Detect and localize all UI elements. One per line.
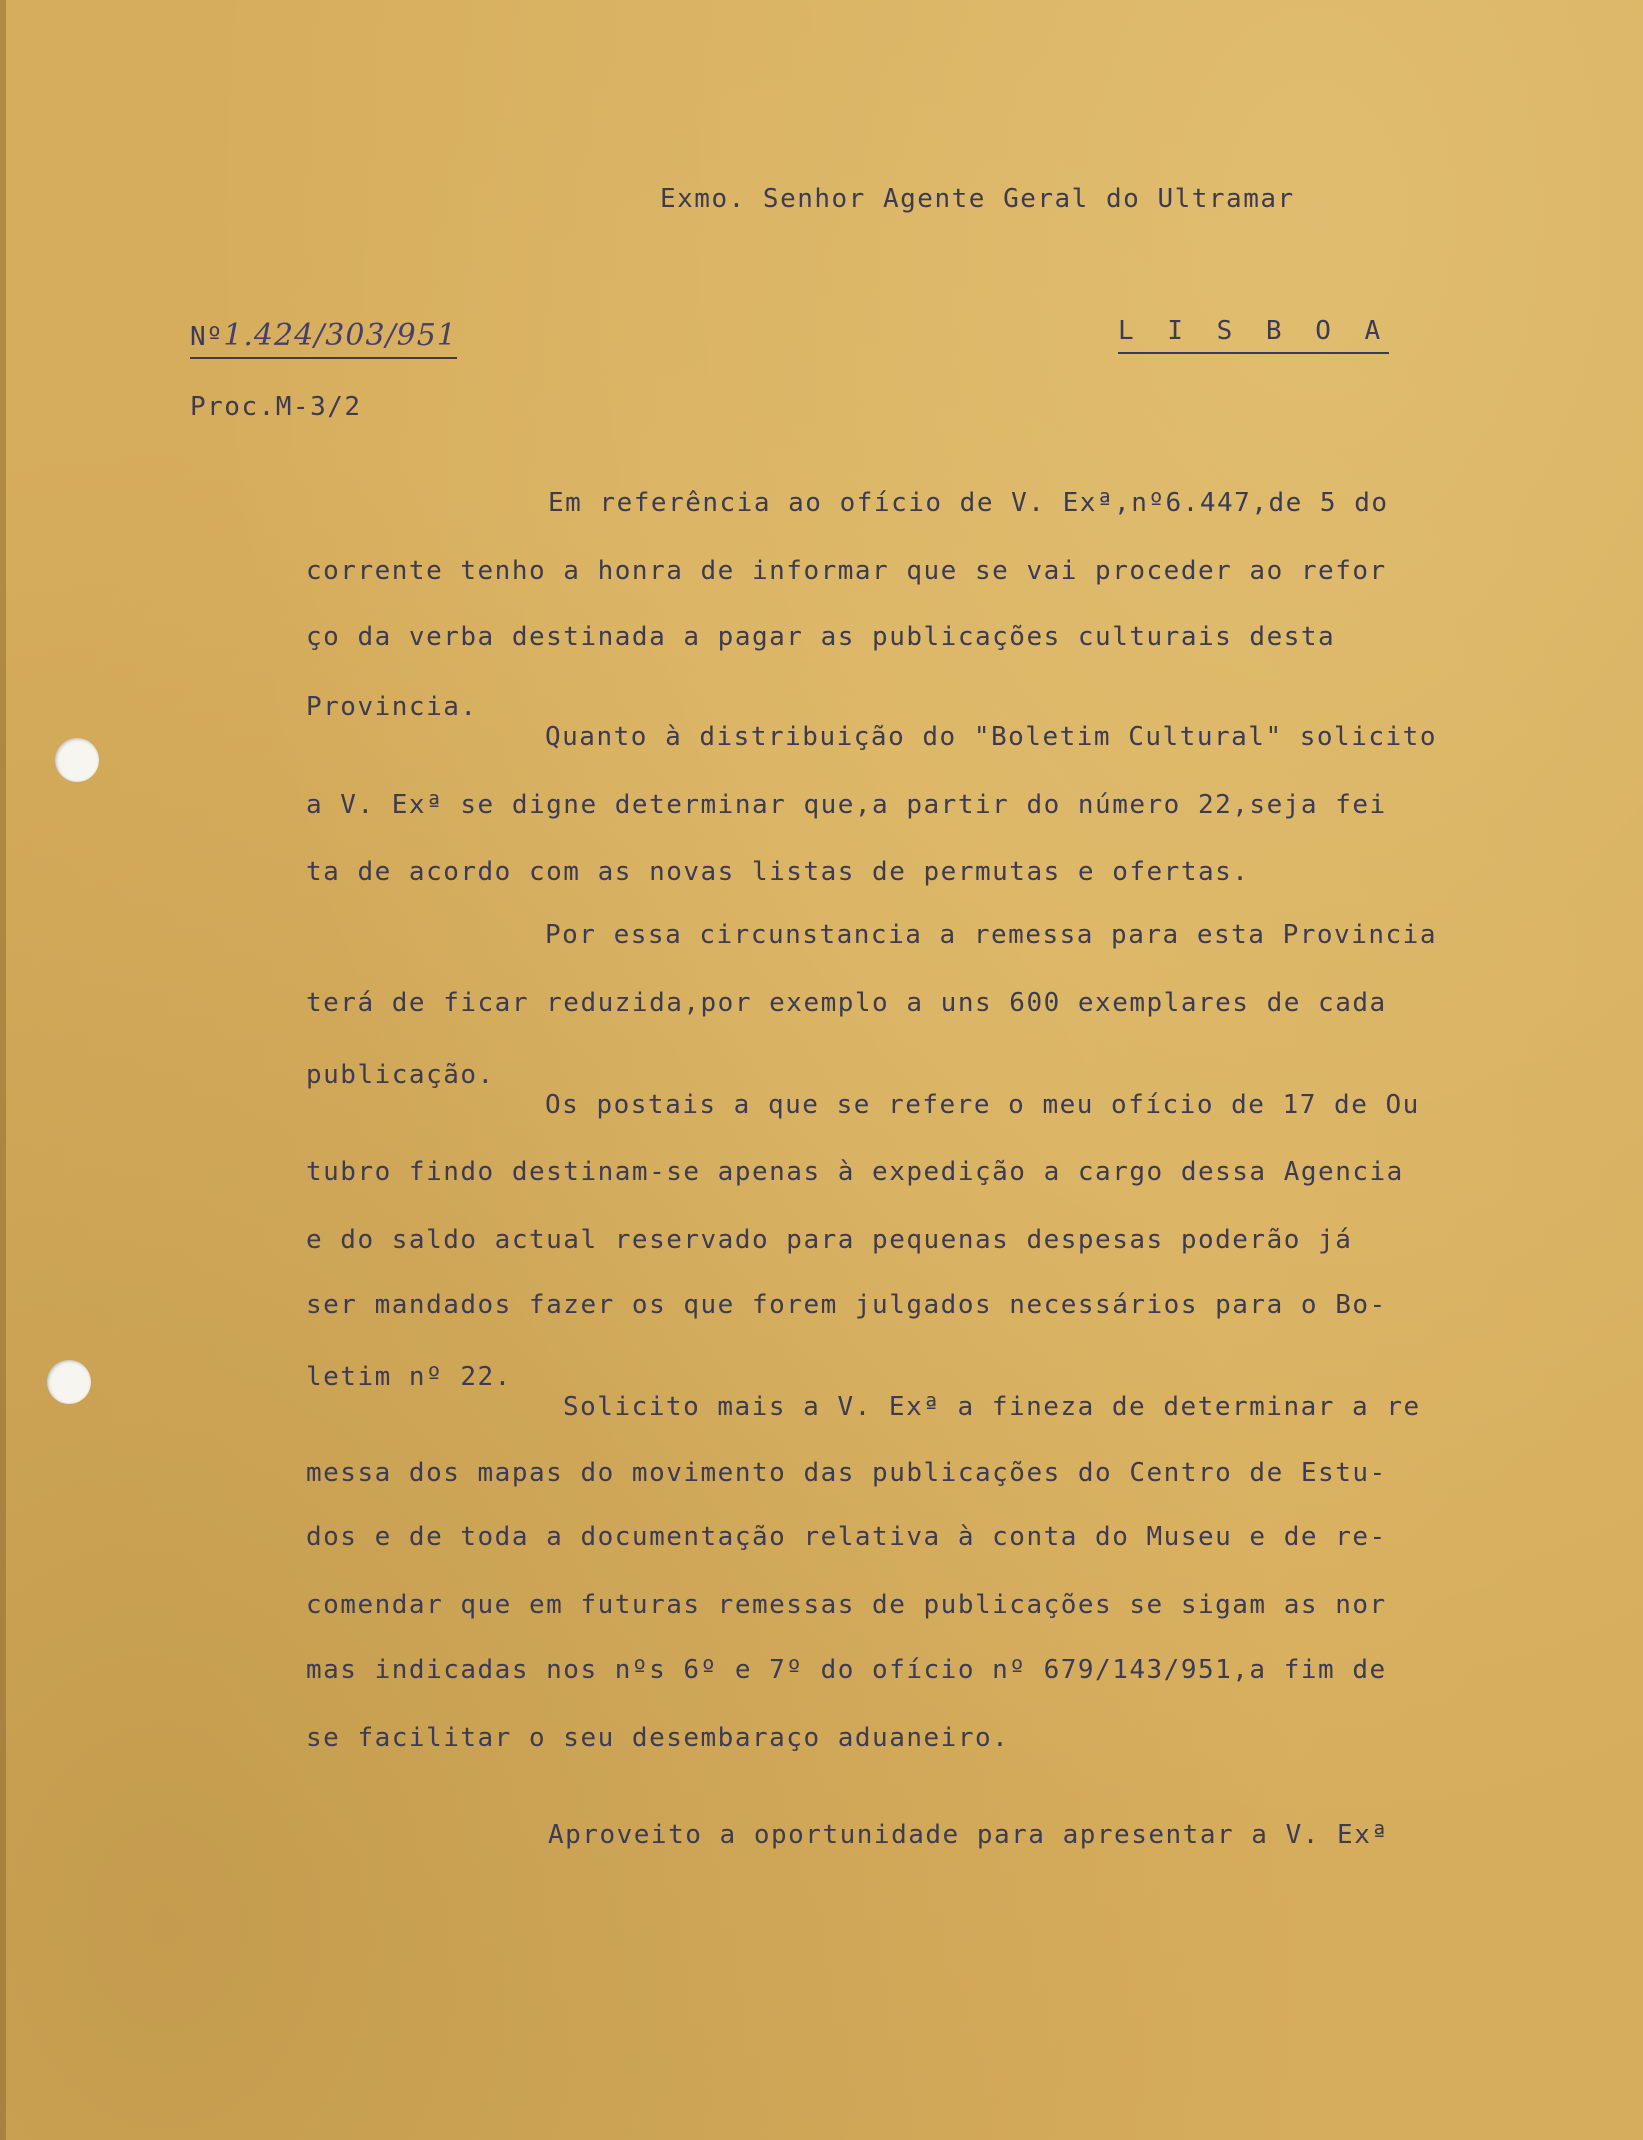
addressee-line: Exmo. Senhor Agente Geral do Ultramar bbox=[660, 184, 1295, 214]
body-line: se facilitar o seu desembaraço aduaneiro. bbox=[306, 1723, 1010, 1753]
body-line: tubro findo destinam-se apenas à expedição a cargo dessa Agencia bbox=[306, 1157, 1404, 1187]
body-line: Solicito mais a V. Exª a fineza de determinar a re bbox=[563, 1392, 1421, 1422]
handwritten-reference: 1.424/303/951 bbox=[223, 318, 457, 353]
body-line: Provincia. bbox=[306, 692, 478, 722]
reference-prefix: Nº bbox=[190, 322, 224, 352]
body-line: ta de acordo com as novas listas de permutas e ofertas. bbox=[306, 857, 1250, 887]
body-line: Os postais a que se refere o meu ofício de 17 de Ou bbox=[545, 1090, 1420, 1120]
body-line: e do saldo actual reservado para pequenas despesas poderão já bbox=[306, 1225, 1353, 1255]
body-line: dos e de toda a documentação relativa à conta do Museu e de re- bbox=[306, 1522, 1387, 1552]
paper-edge bbox=[0, 0, 6, 2140]
process-number: Proc.M-3/2 bbox=[190, 392, 362, 422]
body-line: messa dos mapas do movimento das publicações do Centro de Estu- bbox=[306, 1458, 1387, 1488]
body-line: ser mandados fazer os que forem julgados necessários para o Bo- bbox=[306, 1290, 1387, 1320]
body-line: mas indicadas nos nºs 6º e 7º do ofício nº 679/143/951,a fim de bbox=[306, 1655, 1387, 1685]
body-line: Quanto à distribuição do "Boletim Cultural" solicito bbox=[545, 722, 1437, 752]
closing-line: Aproveito a oportunidade para apresentar a V. Exª bbox=[548, 1820, 1389, 1850]
body-line: a V. Exª se digne determinar que,a partir do número 22,seja fei bbox=[306, 790, 1387, 820]
body-line: comendar que em futuras remessas de publicações se sigam as nor bbox=[306, 1590, 1387, 1620]
body-line: letim nº 22. bbox=[306, 1362, 512, 1392]
body-line: terá de ficar reduzida,por exemplo a uns 600 exemplares de cada bbox=[306, 988, 1387, 1018]
punch-hole-bottom bbox=[47, 1360, 91, 1404]
city-heading: L I S B O A bbox=[1118, 316, 1389, 354]
body-line: Em referência ao ofício de V. Exª,nº6.447,de 5 do bbox=[548, 488, 1389, 518]
punch-hole-top bbox=[55, 738, 99, 782]
body-line: corrente tenho a honra de informar que se vai proceder ao refor bbox=[306, 556, 1387, 586]
body-line: publicação. bbox=[306, 1060, 495, 1090]
body-line: ço da verba destinada a pagar as publicações culturais desta bbox=[306, 622, 1336, 652]
reference-number bbox=[190, 318, 457, 359]
body-line: Por essa circunstancia a remessa para esta Provincia bbox=[545, 920, 1437, 950]
